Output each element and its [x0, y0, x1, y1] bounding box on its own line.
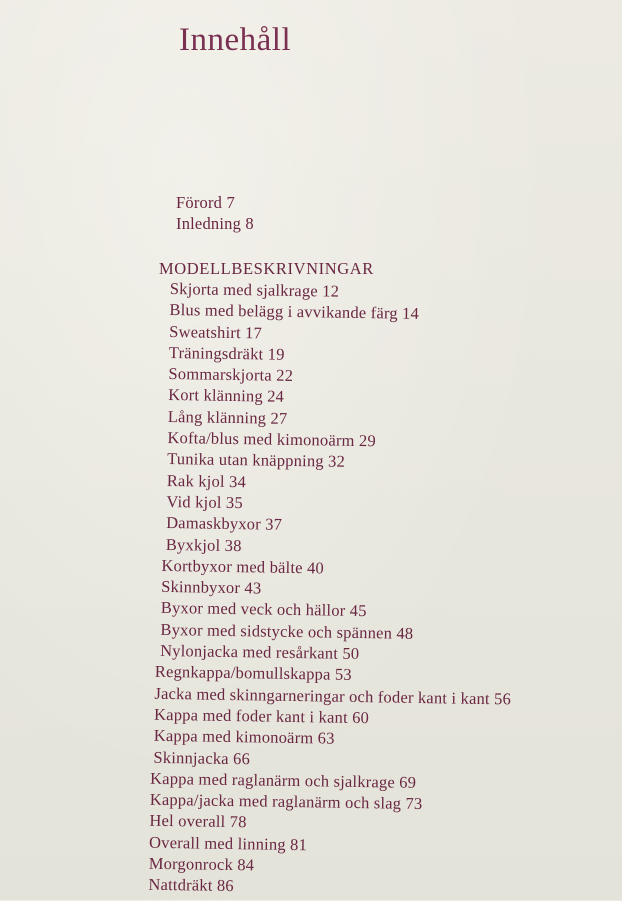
toc-list [148, 278, 517, 901]
toc-entry: Sweatshirt 17 [169, 321, 263, 343]
toc-entry: Kofta/blus med kimonoärm 29 [167, 428, 377, 451]
toc-entry: Vid kjol 35 [166, 491, 244, 513]
toc-entry: Skinnjacka 66 [153, 747, 251, 768]
toc-entry: Hel overall 78 [149, 811, 247, 832]
toc-entry: Byxkjol 38 [165, 534, 242, 555]
toc-entry: Overall med linning 81 [148, 832, 308, 854]
toc-entry: Nattdräkt 86 [148, 875, 234, 896]
toc-entry: Nylonjacka med resårkant 50 [159, 640, 360, 664]
toc-entry: Kortbyxor med bälte 40 [161, 555, 325, 578]
toc-entry: Lång klänning 27 [167, 406, 288, 428]
toc-entry: Byxor med sidstycke och spännen 48 [160, 619, 414, 643]
toc-entry: Damaskbyxor 37 [166, 513, 283, 535]
toc-entry: Träningsdräkt 19 [168, 342, 285, 364]
toc-entry: Kappa med kimonoärm 63 [153, 726, 335, 748]
toc-entry: Sommarskjorta 22 [168, 364, 294, 386]
toc-entry: Kort klänning 24 [168, 385, 285, 407]
toc-entry: Kappa med raglanärm och sjalkrage 69 [149, 768, 417, 792]
section-heading: MODELLBESKRIVNINGAR [159, 259, 374, 278]
toc-entry: Tunika utan knäppning 32 [167, 449, 346, 472]
toc-entry: Morgonrock 84 [148, 853, 255, 875]
toc-entry: Byxor med veck och hällor 45 [160, 598, 367, 621]
toc-entry: Jacka med skinngarneringar och foder kant i kant 56 [154, 683, 512, 709]
intro-list [176, 192, 254, 235]
toc-entry: Rak kjol 34 [166, 470, 247, 491]
toc-entry: Blus med belägg i avvikande färg 14 [169, 300, 420, 324]
toc-entry: Inledning 8 [176, 214, 254, 234]
toc-entry: Regnkappa/bomullskappa 53 [154, 662, 352, 685]
toc-entry: Kappa/jacka med raglanärm och slag 73 [149, 789, 423, 814]
toc-entry: Skjorta med sjalkrage 12 [169, 278, 340, 301]
toc-entry: Kappa med foder kant i kant 60 [153, 704, 370, 728]
page-title: Innehåll [179, 22, 292, 58]
toc-entry: Förord 7 [176, 193, 235, 212]
toc-entry: Skinnbyxor 43 [161, 577, 262, 598]
